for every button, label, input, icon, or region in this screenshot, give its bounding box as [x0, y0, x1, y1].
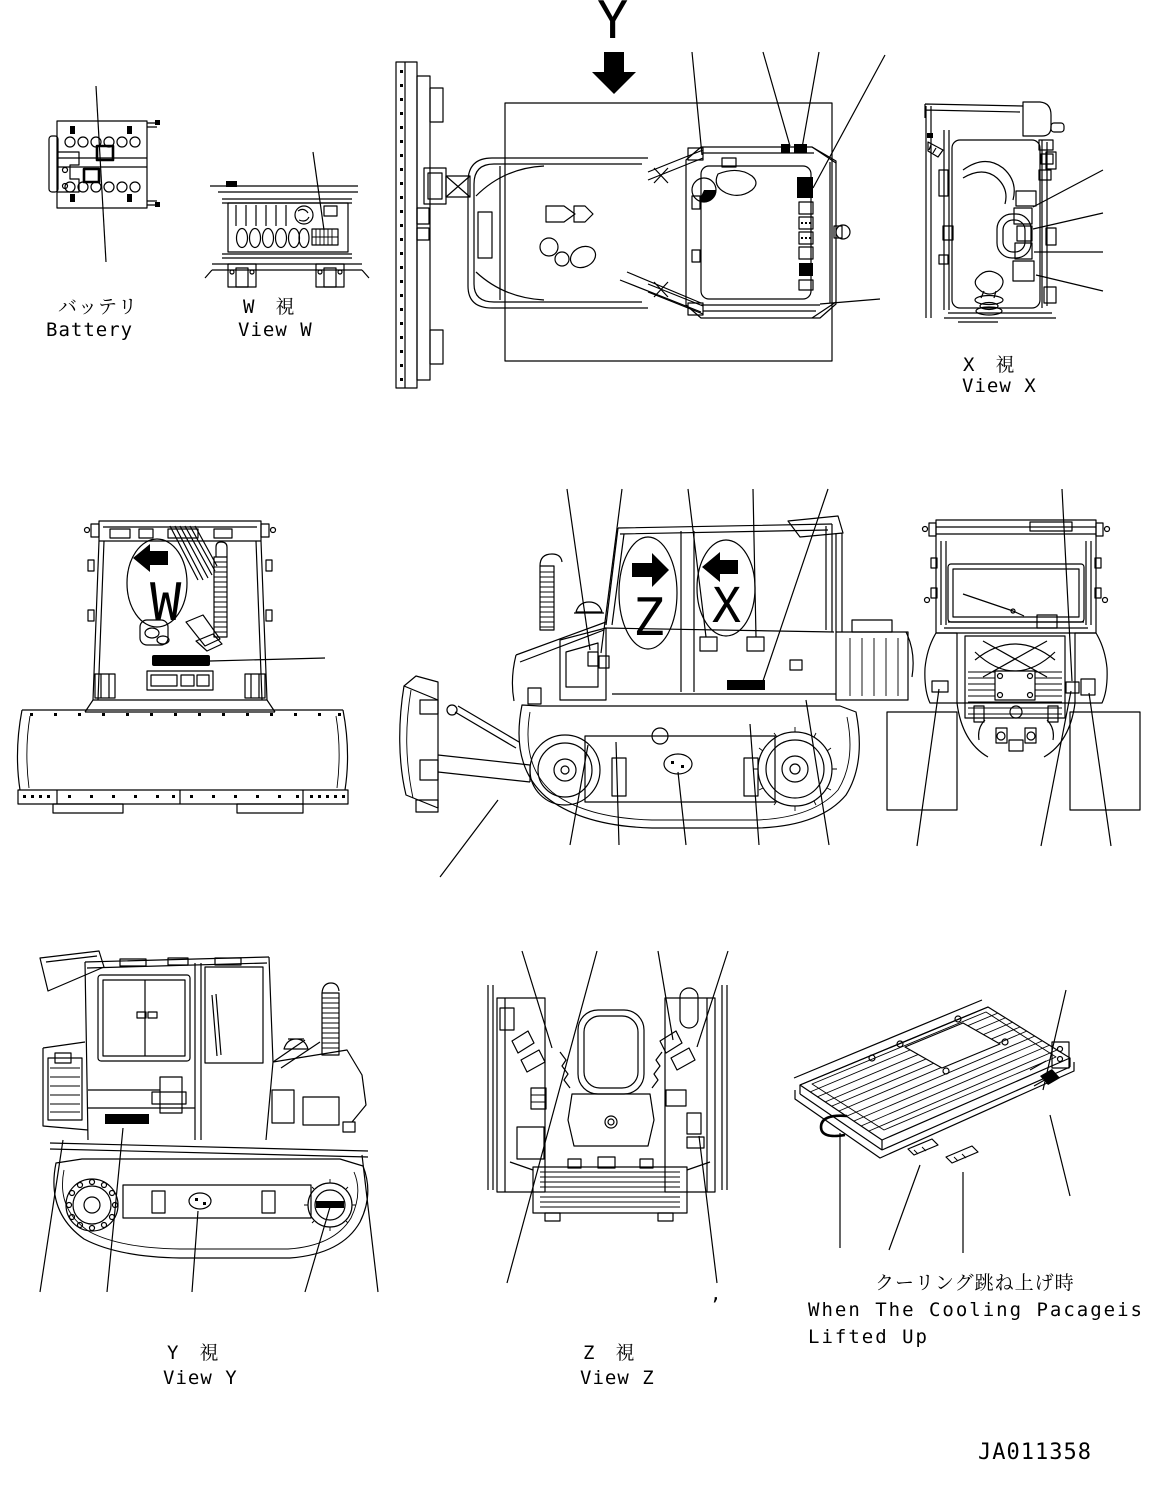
battery-label-jp: バッテリ — [58, 296, 139, 318]
lift-cylinder — [455, 706, 519, 748]
undercarriage-rear — [957, 703, 1075, 757]
side-view — [400, 489, 913, 877]
komatsu-logo — [727, 680, 765, 690]
top-panel — [800, 1007, 1070, 1140]
cooling-note-en2: Lifted Up — [808, 1326, 929, 1348]
view-x-label-en: View X — [962, 375, 1037, 397]
leader-lines — [507, 951, 728, 1283]
label-plate — [1066, 682, 1079, 693]
battery-label-en: Battery — [46, 319, 134, 341]
exhaust-stack — [540, 554, 562, 630]
leader-line — [210, 658, 325, 661]
blade-front — [18, 710, 348, 813]
label-plate — [687, 1113, 701, 1134]
right-arrow-icon — [632, 553, 669, 587]
hose — [963, 161, 1014, 204]
comma-mark: , — [710, 1283, 723, 1305]
track-side — [54, 1159, 368, 1258]
marker-letter-y: Y — [597, 0, 629, 51]
cab-top-view — [620, 144, 850, 318]
visor — [40, 951, 104, 991]
label-plate — [932, 681, 948, 692]
hood — [273, 1050, 366, 1122]
oval-ports — [237, 229, 310, 248]
grab-handle — [680, 988, 698, 1028]
rear-window — [948, 564, 1084, 622]
floor-heater — [533, 1167, 687, 1213]
label-plate — [687, 1137, 704, 1148]
leader-line — [313, 152, 324, 230]
down-arrow-icon — [592, 52, 636, 94]
cooling-note-jp: クーリング跳ね上げ時 — [875, 1272, 1075, 1294]
view-x-label-jp: X 視 — [963, 354, 1016, 376]
view-w-detail — [205, 152, 369, 287]
blade-side — [400, 676, 438, 812]
machine-body-top — [468, 148, 703, 315]
marker-letter-z: Z — [633, 588, 665, 648]
exhaust-stack — [322, 983, 339, 1055]
rear-view — [887, 489, 1140, 846]
seat-back — [578, 1010, 644, 1094]
view-y-label-jp: Y 視 — [167, 1342, 220, 1364]
label-plate — [1081, 679, 1095, 695]
hood — [512, 622, 606, 701]
leader-lines — [1033, 170, 1103, 291]
rear-compartment — [836, 620, 913, 700]
cooling-note-en1: When The Cooling Pacageis — [808, 1299, 1144, 1321]
front-view — [18, 521, 348, 813]
view-y-label-en: View Y — [163, 1367, 238, 1389]
plan-view — [396, 0, 885, 388]
blade-top-view — [396, 62, 470, 388]
view-w-label-en: View W — [238, 319, 313, 341]
battery-top-view — [49, 86, 160, 262]
seat-cushion — [568, 1094, 654, 1146]
beacon — [574, 602, 604, 613]
marker-letter-w: W — [150, 573, 182, 633]
leader-line — [96, 86, 106, 262]
komatsu-logo — [152, 655, 210, 666]
slats — [236, 205, 286, 226]
view-x-detail — [925, 102, 1103, 322]
leader-lines — [692, 52, 885, 304]
center-plate — [905, 1023, 1000, 1068]
view-z-label-en: View Z — [580, 1367, 655, 1389]
view-z-label-jp: Z 視 — [583, 1342, 636, 1364]
leader-lines-lower — [440, 700, 829, 877]
cooling-package-view — [794, 990, 1074, 1253]
track-side — [519, 705, 859, 828]
callout-frame — [505, 103, 832, 361]
view-z-interior — [488, 951, 728, 1305]
wiper-lines — [170, 526, 217, 580]
skid-pads — [908, 1139, 978, 1163]
komatsu-logo — [105, 1114, 149, 1124]
callout-box — [887, 712, 957, 810]
callout-box — [1070, 712, 1140, 810]
view-w-label-jp: W 視 — [243, 296, 296, 318]
marker-letter-x: X — [712, 578, 741, 634]
left-levers — [512, 1031, 545, 1072]
drawing-number: JA011358 — [978, 1440, 1092, 1465]
view-y-side — [40, 951, 378, 1292]
